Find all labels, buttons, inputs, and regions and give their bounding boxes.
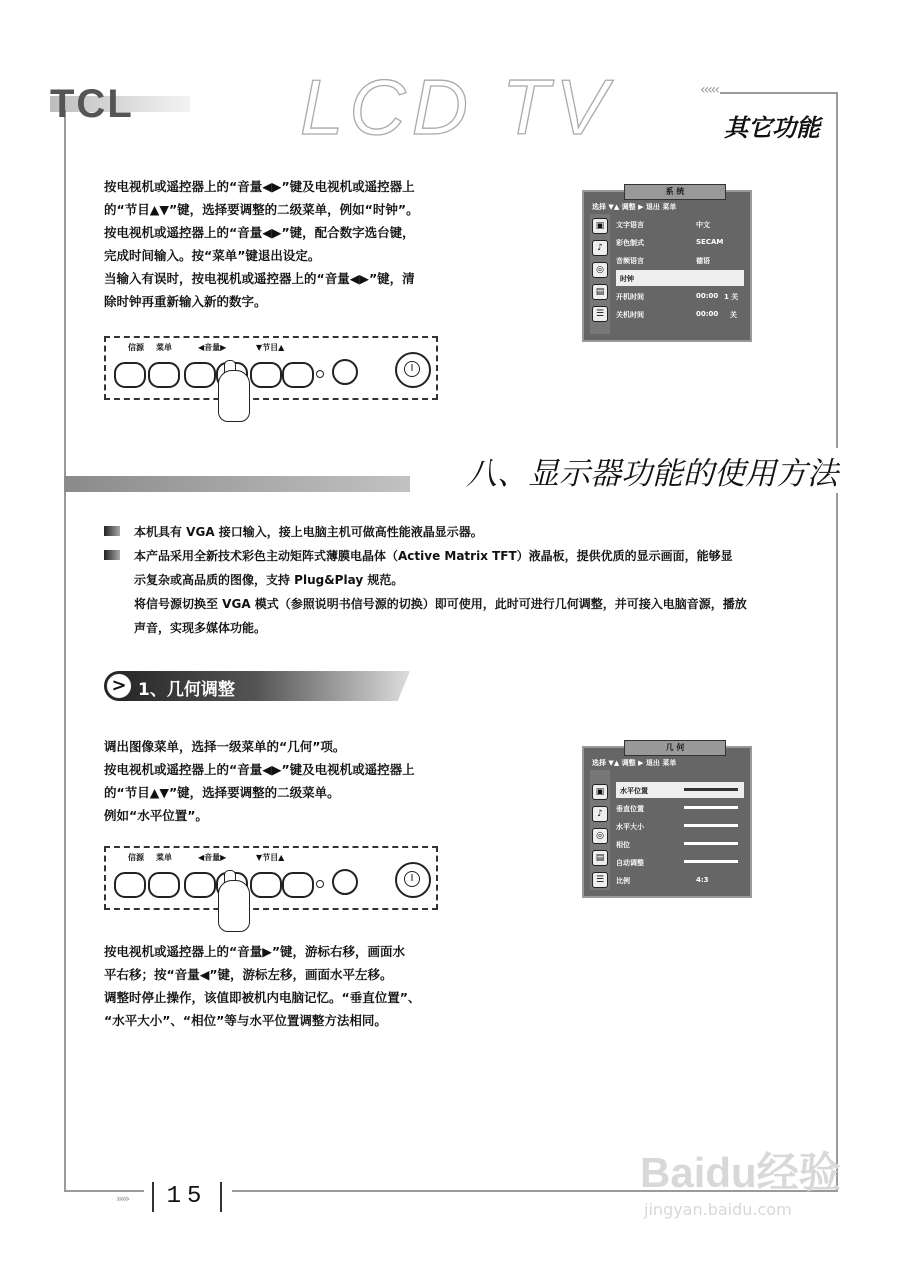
picture-icon: ▣ [592,218,608,234]
channel-icon: ◎ [592,262,608,278]
tv-menu-row [616,854,744,870]
channel-icon: ◎ [592,828,608,844]
tv-menu-value: 00:00 [696,310,719,318]
power-icon: I [395,352,431,388]
level-bar [684,860,738,863]
text-line: 按电视机或遥控器上的“音量◀▶”键及电视机或遥控器上 [104,762,415,777]
text-line: 按电视机或遥控器上的“音量◀▶”键及电视机或遥控器上 [104,179,415,194]
text-line: 平右移；按“音量◀”键，游标左移，画面水平左移。 [104,967,393,982]
text-line: 按电视机或遥控器上的“音量▶”键，游标右移，画面水 [104,944,406,959]
watermark-url: jingyan.baidu.com [644,1200,792,1219]
remote-button [282,872,314,898]
level-bar [684,824,738,827]
tv-menu-extra: 关 [730,311,737,319]
remote-button [250,872,282,898]
tv-menu-row [616,306,744,322]
geometry-paragraph [104,735,484,827]
tv-menu-value: SECAM [696,238,724,246]
tv-menu-row [616,216,744,232]
list-item-continued: 示复杂或高品质的图像，支持 Plug&Play 规范。 [134,573,404,587]
brand-logo: TCL [50,82,134,126]
picture-icon: ▣ [592,784,608,800]
system-icon: ☰ [592,872,608,888]
remote-button [282,362,314,388]
tv-menu-row [616,872,744,888]
tv-menu-value: 中文 [696,221,710,229]
page-number: 15 [152,1182,222,1212]
remote-label: ◀音量▶ [198,343,227,352]
level-bar [684,788,738,791]
remote-button [184,872,216,898]
tv-menu-label: 垂直位置 [616,805,644,813]
remote-button [148,872,180,898]
remote-panel-illustration [104,336,438,400]
intro-paragraph [104,175,484,313]
frame-right-line [836,92,838,1192]
text-line: 调整时停止操作，该值即被机内电脑记忆。“垂直位置”、 [104,990,421,1005]
watermark [640,1140,841,1219]
text-line: 例如“水平位置”。 [104,808,208,823]
remote-button [184,362,216,388]
remote-button [114,362,146,388]
sound-icon: ♪ [592,806,608,822]
text-line: 按电视机或遥控器上的“音量◀▶”键，配合数字选台键， [104,225,415,240]
tv-menu-extra: 1 关 [724,293,739,301]
tv-menu-label: 关机时间 [616,311,644,319]
tv-menu-row [616,818,744,834]
remote-label: 信源 [128,853,144,862]
remote-label: 菜单 [156,343,172,352]
remote-label: ◀音量▶ [198,853,227,862]
tv-menu-row-selected [616,270,744,286]
list-item-continued: 声音，实现多媒体功能。 [134,621,267,635]
remote-labels [106,852,406,866]
text-line: 的“节目▲▼”键，选择要调整的二级菜单，例如“时钟”。 [104,202,419,217]
tv-menu-geometry [582,743,752,898]
tv-menu-system [582,187,752,342]
tv-menu-label: 自动调整 [616,859,644,867]
frame-left-line [64,110,66,1190]
text-line: 的“节目▲▼”键，选择要调整的二级菜单。 [104,785,340,800]
text-line: 完成时间输入。按“菜单”键退出设定。 [104,248,321,263]
watermark-brand: Baidu经验 [640,1149,841,1196]
tv-menu-row [616,288,744,304]
list-item [104,544,834,568]
tv-menu-value: 德语 [696,257,710,265]
subsection-title: 1、几何调整 [138,680,235,700]
tv-menu-label: 水平位置 [620,787,648,795]
list-item-text: 本机具有 VGA 接口输入，接上电脑主机可做高性能液晶显示器。 [134,525,483,539]
remote-round-button [332,869,358,895]
decorative-arrows-icon: ‹‹‹‹‹ [700,82,718,98]
remote-labels [106,342,406,356]
adjust-paragraph [104,940,484,1032]
tv-menu-nav: 选择 ▼▲ 调整 ▶ 退出 菜单 [592,203,677,211]
tv-menu-label: 时钟 [620,275,634,283]
remote-indicator [316,370,324,378]
tv-menu-label: 开机时间 [616,293,644,301]
remote-label: ▼节目▲ [256,853,285,862]
remote-label: ▼节目▲ [256,343,285,352]
frame-top-line [720,92,838,94]
product-title: LCD TV [300,63,614,151]
chevron-right-icon: > [106,673,132,699]
section-tag: 其它功能 [724,114,820,142]
feature-list [104,520,834,640]
remote-button [148,362,180,388]
sound-icon: ♪ [592,240,608,256]
tv-menu-label: 相位 [616,841,630,849]
text-line: 除时钟再重新输入新的数字。 [104,294,267,309]
tv-menu-icon-column [590,214,610,334]
remote-round-button [332,359,358,385]
level-bar [684,842,738,845]
system-icon: ☰ [592,306,608,322]
frame-bottom-line [64,1190,144,1192]
tv-menu-row [616,836,744,852]
tv-menu-label: 比例 [616,877,630,885]
section-title: 八、显示器功能的使用方法 [410,448,838,493]
level-bar [684,806,738,809]
bullet-icon [104,550,120,560]
tv-menu-label: 彩色制式 [616,239,644,247]
remote-panel-illustration [104,846,438,910]
remote-label: 菜单 [156,853,172,862]
list-item-continued: 将信号源切换至 VGA 模式（参照说明书信号源的切换）即可使用，此时可进行几何调整，并可接入电脑音源，播放 [134,597,747,611]
tv-menu-title: 几 何 [624,740,726,756]
text-line: 当输入有误时，按电视机或遥控器上的“音量◀▶”键，清 [104,271,415,286]
remote-label: 信源 [128,343,144,352]
tv-menu-nav: 选择 ▼▲ 调整 ▶ 退出 菜单 [592,759,677,767]
tv-menu-value: 00:00 [696,292,719,300]
function-icon: ▤ [592,284,608,300]
tv-menu-label: 文字语言 [616,221,644,229]
remote-button [114,872,146,898]
decorative-arrows-icon: ››››› [116,1192,128,1205]
remote-button [250,362,282,388]
tv-menu-row [616,800,744,816]
tv-menu-label: 音频语言 [616,257,644,265]
text-line: 调出图像菜单，选择一级菜单的“几何”项。 [104,739,346,754]
list-item [104,520,834,544]
tv-menu-row-selected [616,782,744,798]
power-icon: I [395,862,431,898]
tv-menu-label: 水平大小 [616,823,644,831]
bullet-icon [104,526,120,536]
remote-indicator [316,880,324,888]
list-item-text: 本产品采用全新技术彩色主动矩阵式薄膜电晶体（Active Matrix TFT）液晶板，提供优质的显示画面，能够显 [134,549,733,563]
function-icon: ▤ [592,850,608,866]
tv-menu-title: 系 统 [624,184,726,200]
tv-menu-row [616,252,744,268]
tv-menu-row [616,234,744,250]
text-line: “水平大小”、“相位”等与水平位置调整方法相同。 [104,1013,387,1028]
tv-menu-value: 4:3 [696,876,709,884]
hand-illustration [218,880,250,932]
hand-illustration [218,370,250,422]
tv-menu-icon-column [590,770,610,890]
